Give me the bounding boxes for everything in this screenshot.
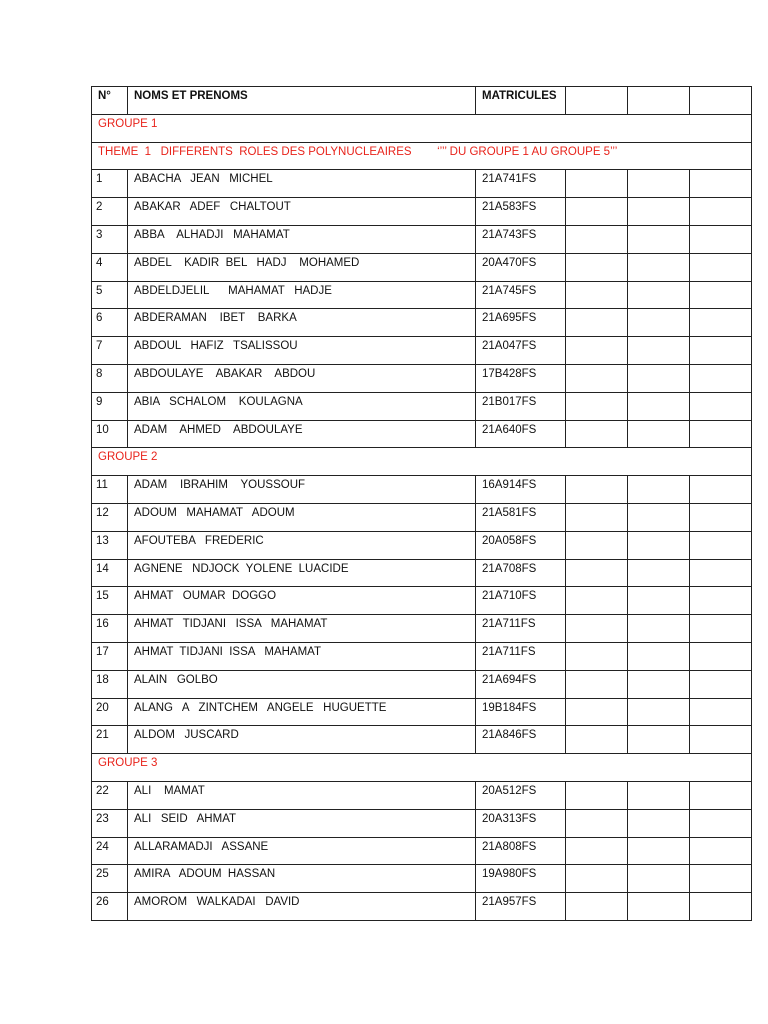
header-num: N° [92, 87, 128, 115]
empty-cell [690, 170, 752, 198]
empty-cell [566, 893, 628, 921]
student-matricule: 17B428FS [476, 364, 566, 392]
student-matricule: 21A808FS [476, 837, 566, 865]
row-number: 24 [92, 837, 128, 865]
table-row [92, 420, 752, 448]
student-name: ALDOM JUSCARD [128, 726, 476, 754]
empty-cell [690, 309, 752, 337]
empty-cell [690, 281, 752, 309]
table-row [92, 225, 752, 253]
empty-cell [566, 698, 628, 726]
empty-cell [690, 726, 752, 754]
row-number: 23 [92, 809, 128, 837]
row-number: 6 [92, 309, 128, 337]
empty-cell [566, 253, 628, 281]
student-matricule: 21A745FS [476, 281, 566, 309]
table-row [92, 392, 752, 420]
empty-cell [628, 865, 690, 893]
student-name: ABIA SCHALOM KOULAGNA [128, 392, 476, 420]
row-number: 20 [92, 698, 128, 726]
student-matricule: 21A047FS [476, 337, 566, 365]
group-row [92, 114, 752, 142]
empty-cell [628, 781, 690, 809]
empty-cell [628, 392, 690, 420]
student-name: AGNENE NDJOCK YOLENE LUACIDE [128, 559, 476, 587]
empty-cell [628, 531, 690, 559]
student-name: ALI SEID AHMAT [128, 809, 476, 837]
header-empty-cell [566, 87, 628, 115]
row-number: 26 [92, 893, 128, 921]
empty-cell [628, 615, 690, 643]
empty-cell [690, 503, 752, 531]
empty-cell [628, 170, 690, 198]
empty-cell [628, 253, 690, 281]
empty-cell [628, 364, 690, 392]
empty-cell [566, 281, 628, 309]
empty-cell [566, 503, 628, 531]
row-number: 10 [92, 420, 128, 448]
row-number: 5 [92, 281, 128, 309]
empty-cell [566, 781, 628, 809]
student-matricule: 21A694FS [476, 670, 566, 698]
empty-cell [690, 531, 752, 559]
empty-cell [628, 476, 690, 504]
table-row [92, 281, 752, 309]
group-row [92, 754, 752, 782]
empty-cell [566, 198, 628, 226]
empty-cell [628, 198, 690, 226]
empty-cell [566, 670, 628, 698]
student-matricule: 19A980FS [476, 865, 566, 893]
row-number: 3 [92, 225, 128, 253]
empty-cell [690, 420, 752, 448]
table-row [92, 781, 752, 809]
table-row [92, 615, 752, 643]
empty-cell [628, 503, 690, 531]
student-matricule: 21A581FS [476, 503, 566, 531]
table-row [92, 698, 752, 726]
empty-cell [690, 559, 752, 587]
empty-cell [628, 809, 690, 837]
student-matricule: 21A846FS [476, 726, 566, 754]
row-number: 9 [92, 392, 128, 420]
empty-cell [690, 587, 752, 615]
group-label: GROUPE 2 [92, 448, 752, 476]
empty-cell [690, 642, 752, 670]
empty-cell [566, 225, 628, 253]
group-label: GROUPE 1 [92, 114, 752, 142]
student-name: ADAM AHMED ABDOULAYE [128, 420, 476, 448]
table-row [92, 670, 752, 698]
empty-cell [690, 698, 752, 726]
row-number: 7 [92, 337, 128, 365]
student-matricule: 21A741FS [476, 170, 566, 198]
table-row [92, 309, 752, 337]
student-matricule: 21A708FS [476, 559, 566, 587]
empty-cell [566, 337, 628, 365]
student-name: ABDERAMAN IBET BARKA [128, 309, 476, 337]
student-name: AMOROM WALKADAI DAVID [128, 893, 476, 921]
empty-cell [566, 726, 628, 754]
empty-cell [628, 559, 690, 587]
empty-cell [690, 476, 752, 504]
empty-cell [566, 587, 628, 615]
student-matricule: 21A583FS [476, 198, 566, 226]
group-label: GROUPE 3 [92, 754, 752, 782]
empty-cell [628, 281, 690, 309]
empty-cell [566, 309, 628, 337]
student-matricule: 21A710FS [476, 587, 566, 615]
table-row [92, 809, 752, 837]
student-matricule: 21A743FS [476, 225, 566, 253]
table-row [92, 559, 752, 587]
empty-cell [628, 420, 690, 448]
empty-cell [690, 225, 752, 253]
empty-cell [628, 698, 690, 726]
table-row [92, 503, 752, 531]
empty-cell [690, 809, 752, 837]
table-row [92, 476, 752, 504]
group-label: THEME 1 DIFFERENTS ROLES DES POLYNUCLEAIRES ‘’’’ DU GROUPE 1 AU GROUPE 5’’’ [92, 142, 752, 170]
student-name: ABDOUL HAFIZ TSALISSOU [128, 337, 476, 365]
student-matricule: 21A640FS [476, 420, 566, 448]
student-name: AHMAT OUMAR DOGGO [128, 587, 476, 615]
table-row [92, 837, 752, 865]
row-number: 15 [92, 587, 128, 615]
table-row [92, 198, 752, 226]
group-row [92, 448, 752, 476]
student-name: ABDEL KADIR BEL HADJ MOHAMED [128, 253, 476, 281]
student-matricule: 21A711FS [476, 642, 566, 670]
student-name: ALLARAMADJI ASSANE [128, 837, 476, 865]
table-row [92, 531, 752, 559]
student-matricule: 21A957FS [476, 893, 566, 921]
empty-cell [690, 865, 752, 893]
row-number: 4 [92, 253, 128, 281]
student-name: AFOUTEBA FREDERIC [128, 531, 476, 559]
empty-cell [690, 253, 752, 281]
student-matricule: 19B184FS [476, 698, 566, 726]
table-row [92, 726, 752, 754]
header-row [92, 87, 752, 115]
empty-cell [566, 364, 628, 392]
table-row [92, 170, 752, 198]
empty-cell [566, 809, 628, 837]
student-name: ALANG A ZINTCHEM ANGELE HUGUETTE [128, 698, 476, 726]
student-name: AHMAT TIDJANI ISSA MAHAMAT [128, 642, 476, 670]
row-number: 8 [92, 364, 128, 392]
student-matricule: 20A058FS [476, 531, 566, 559]
header-empty-cell [690, 87, 752, 115]
empty-cell [690, 781, 752, 809]
empty-cell [690, 337, 752, 365]
student-matricule: 16A914FS [476, 476, 566, 504]
empty-cell [628, 726, 690, 754]
header-empty-cell [628, 87, 690, 115]
row-number: 2 [92, 198, 128, 226]
table-row [92, 364, 752, 392]
empty-cell [690, 670, 752, 698]
row-number: 25 [92, 865, 128, 893]
table-row [92, 337, 752, 365]
row-number: 12 [92, 503, 128, 531]
row-number: 1 [92, 170, 128, 198]
student-name: ABDELDJELIL MAHAMAT HADJE [128, 281, 476, 309]
row-number: 16 [92, 615, 128, 643]
table-row [92, 865, 752, 893]
student-name: ADOUM MAHAMAT ADOUM [128, 503, 476, 531]
empty-cell [690, 893, 752, 921]
student-matricule: 20A512FS [476, 781, 566, 809]
table-row [92, 893, 752, 921]
empty-cell [628, 587, 690, 615]
empty-cell [566, 865, 628, 893]
table-body [92, 114, 752, 920]
empty-cell [690, 392, 752, 420]
row-number: 14 [92, 559, 128, 587]
student-list-table [91, 86, 752, 921]
row-number: 11 [92, 476, 128, 504]
student-name: ABDOULAYE ABAKAR ABDOU [128, 364, 476, 392]
empty-cell [566, 420, 628, 448]
header-matricules: MATRICULES [476, 87, 566, 115]
empty-cell [690, 615, 752, 643]
student-matricule: 21A695FS [476, 309, 566, 337]
row-number: 18 [92, 670, 128, 698]
student-matricule: 21B017FS [476, 392, 566, 420]
empty-cell [690, 837, 752, 865]
empty-cell [566, 615, 628, 643]
student-name: ALI MAMAT [128, 781, 476, 809]
empty-cell [628, 670, 690, 698]
empty-cell [628, 642, 690, 670]
table-row [92, 642, 752, 670]
empty-cell [628, 893, 690, 921]
student-name: ABACHA JEAN MICHEL [128, 170, 476, 198]
group-row [92, 142, 752, 170]
student-matricule: 20A470FS [476, 253, 566, 281]
empty-cell [628, 225, 690, 253]
empty-cell [628, 337, 690, 365]
row-number: 21 [92, 726, 128, 754]
empty-cell [690, 198, 752, 226]
student-name: ABBA ALHADJI MAHAMAT [128, 225, 476, 253]
student-name: ADAM IBRAHIM YOUSSOUF [128, 476, 476, 504]
student-name: ALAIN GOLBO [128, 670, 476, 698]
empty-cell [566, 531, 628, 559]
student-matricule: 21A711FS [476, 615, 566, 643]
student-name: ABAKAR ADEF CHALTOUT [128, 198, 476, 226]
empty-cell [628, 837, 690, 865]
empty-cell [566, 476, 628, 504]
student-name: AMIRA ADOUM HASSAN [128, 865, 476, 893]
student-name: AHMAT TIDJANI ISSA MAHAMAT [128, 615, 476, 643]
student-matricule: 20A313FS [476, 809, 566, 837]
table-row [92, 253, 752, 281]
table-row [92, 587, 752, 615]
empty-cell [566, 642, 628, 670]
header-names: NOMS ET PRENOMS [128, 87, 476, 115]
row-number: 17 [92, 642, 128, 670]
row-number: 13 [92, 531, 128, 559]
empty-cell [566, 170, 628, 198]
empty-cell [566, 392, 628, 420]
empty-cell [628, 309, 690, 337]
empty-cell [566, 837, 628, 865]
empty-cell [690, 364, 752, 392]
row-number: 22 [92, 781, 128, 809]
empty-cell [566, 559, 628, 587]
